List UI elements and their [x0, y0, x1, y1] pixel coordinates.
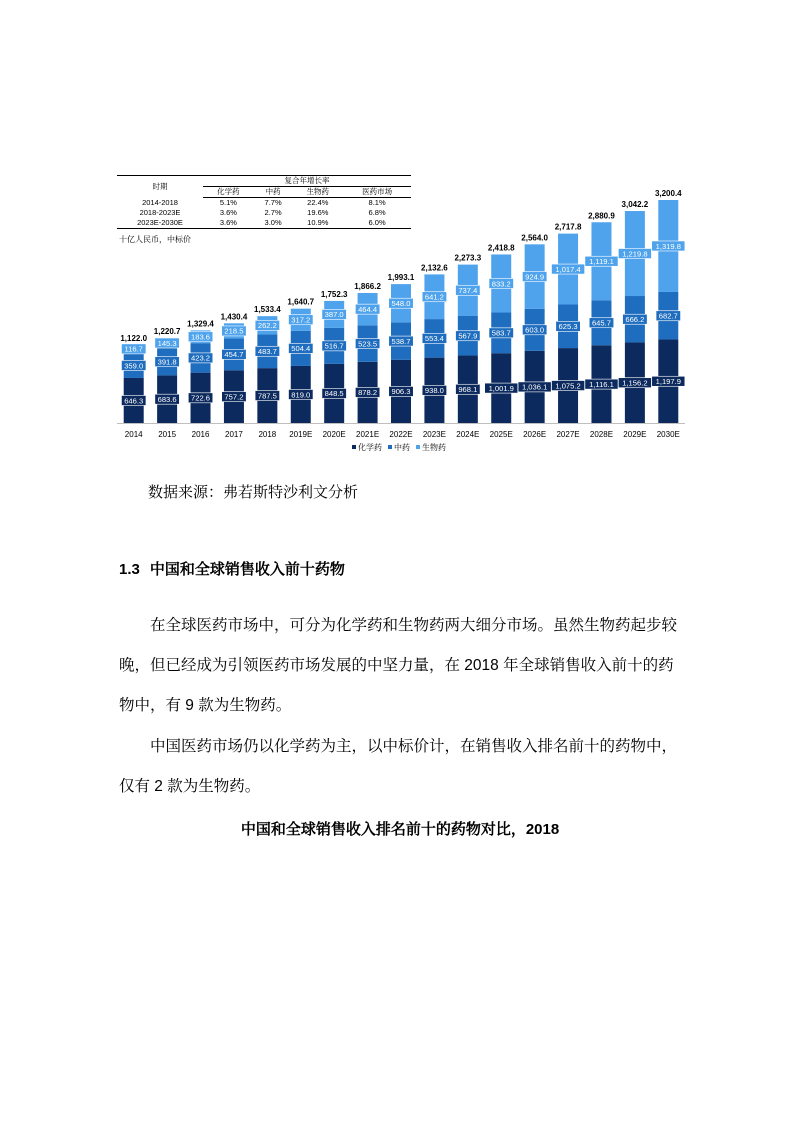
total-label: 3,200.4	[654, 189, 682, 198]
data-label: 848.5	[324, 389, 344, 399]
legend-swatch	[416, 445, 420, 449]
data-label: 454.7	[224, 350, 244, 360]
data-label: 423.2	[191, 353, 211, 363]
data-label: 262.2	[257, 321, 277, 331]
data-label: 645.7	[591, 318, 611, 328]
row-period: 2023E-2030E	[117, 218, 203, 229]
cell: 19.6%	[307, 208, 329, 217]
data-label: 359.0	[124, 361, 144, 371]
data-label: 1,017.4	[555, 264, 581, 274]
data-label: 1,119.1	[589, 257, 614, 267]
stacked-bar-chart	[110, 180, 690, 465]
data-label: 819.0	[291, 390, 311, 400]
data-label: 504.4	[291, 344, 311, 354]
total-label: 1,993.1	[387, 273, 415, 283]
col-header: 中药	[254, 187, 293, 198]
data-label: 757.2	[224, 392, 244, 402]
col-header: 生物药	[292, 187, 343, 198]
data-label: 391.8	[157, 357, 177, 367]
cell: 3.0%	[254, 218, 293, 229]
data-label: 317.2	[291, 315, 311, 325]
row-period: 2014-2018	[142, 197, 178, 207]
data-label: 1,001.9	[488, 383, 514, 393]
col-header: 医药市场	[343, 187, 411, 198]
cell: 10.9%	[292, 218, 343, 229]
data-label: 603.0	[525, 325, 545, 335]
section-number: 1.3	[119, 561, 140, 578]
x-tick-label: 2026E	[523, 430, 547, 439]
total-label: 2,273.3	[454, 253, 482, 263]
total-label: 1,329.4	[187, 319, 214, 329]
cell: 6.8%	[368, 208, 386, 217]
paragraph	[119, 727, 684, 807]
period-header: 时期	[117, 176, 203, 198]
x-tick-label: 2022E	[389, 430, 413, 439]
data-label: 1,197.9	[655, 377, 681, 387]
legend-label: 中药	[394, 443, 410, 452]
data-label: 183.6	[191, 332, 211, 342]
total-label: 1,122.0	[120, 333, 148, 343]
data-label: 1,116.1	[589, 379, 614, 389]
cell: 3.6%	[219, 208, 237, 217]
cell: 5.1%	[219, 198, 237, 207]
legend-swatch	[388, 445, 392, 449]
x-tick-label: 2018	[258, 430, 277, 439]
x-tick-label: 2019E	[289, 430, 313, 439]
data-label: 523.5	[358, 339, 378, 349]
data-label: 548.0	[391, 299, 411, 309]
cell: 3.6%	[203, 218, 254, 229]
data-label: 682.7	[658, 311, 678, 321]
data-label: 116.7	[124, 344, 143, 354]
cagr-group-header: 复合年增长率	[203, 176, 411, 187]
paragraph-text: 在全球医药市场中，可分为化学药和生物药两大细分市场。虽然生物药起步较晚，但已经成为引领医药市场发展的中坚力量，在 2018 年全球销售收入前十的药物中，有 9 款为生物药。	[119, 617, 678, 714]
data-label: 553.4	[424, 334, 444, 344]
data-label: 625.3	[558, 322, 578, 332]
total-label: 1,220.7	[153, 326, 181, 336]
data-label: 1,036.1	[521, 382, 548, 392]
cell: 7.7%	[264, 198, 282, 207]
cell: 22.4%	[307, 198, 329, 207]
cell: 2.7%	[264, 208, 282, 217]
x-tick-label: 2030E	[656, 430, 680, 439]
data-label: 1,075.2	[555, 381, 581, 391]
data-label: 666.2	[625, 315, 645, 325]
data-label: 938.0	[424, 386, 444, 396]
col-header: 化学药	[203, 187, 254, 198]
data-label: 787.5	[257, 391, 277, 401]
x-tick-label: 2021E	[356, 430, 380, 439]
total-label: 1,752.3	[320, 289, 348, 299]
x-tick-label: 2016	[191, 430, 210, 439]
data-label: 641.2	[424, 292, 444, 302]
legend-label: 化学药	[358, 443, 382, 452]
x-tick-label: 2024E	[456, 430, 480, 439]
legend-label: 生物药	[422, 443, 446, 452]
row-period: 2018-2023E	[139, 208, 181, 217]
total-label: 1,866.2	[354, 281, 381, 291]
data-label: 464.4	[358, 304, 378, 314]
data-label: 833.2	[491, 279, 511, 289]
data-label: 218.5	[224, 326, 244, 336]
unit-label: 十亿人民币，中标价	[119, 235, 191, 244]
total-label: 2,132.6	[421, 263, 448, 273]
cell: 6.0%	[343, 218, 411, 229]
x-tick-label: 2029E	[623, 430, 647, 439]
section-title: 中国和全球销售收入前十药物	[149, 561, 345, 578]
cell: 8.1%	[368, 198, 386, 207]
legend-swatch	[352, 445, 356, 449]
x-tick-label: 2025E	[489, 430, 513, 439]
total-label: 2,717.8	[554, 222, 582, 232]
data-label: 583.7	[491, 328, 511, 338]
total-label: 2,564.0	[521, 233, 548, 243]
total-label: 3,042.2	[621, 200, 649, 210]
data-label: 1,319.8	[655, 241, 681, 251]
x-tick-label: 2017	[225, 430, 243, 439]
data-label: 683.6	[157, 394, 177, 404]
total-label: 2,418.8	[487, 243, 515, 253]
x-tick-label: 2020E	[322, 430, 346, 439]
x-tick-label: 2015	[158, 430, 177, 439]
data-label: 145.3	[157, 338, 177, 348]
data-label: 387.0	[324, 310, 344, 320]
data-label: 483.7	[257, 347, 277, 357]
source-note: 数据来源：弗若斯特沙利文分析	[148, 484, 359, 501]
data-label: 924.9	[525, 272, 545, 282]
data-label: 722.6	[191, 393, 211, 403]
data-label: 567.9	[458, 331, 478, 341]
paragraph	[119, 606, 684, 726]
data-label: 906.3	[391, 387, 411, 397]
data-label: 1,156.2	[622, 378, 648, 388]
data-label: 1,219.8	[622, 249, 648, 259]
data-label: 968.1	[458, 385, 478, 395]
total-label: 1,640.7	[287, 297, 315, 307]
figure-caption: 中国和全球销售收入排名前十的药物对比，2018	[240, 821, 560, 838]
data-label: 737.4	[458, 286, 478, 296]
data-label: 516.7	[324, 341, 344, 351]
total-label: 2,880.9	[588, 211, 615, 221]
x-tick-label: 2027E	[556, 430, 580, 439]
data-label: 538.7	[391, 336, 411, 346]
total-label: 1,533.4	[254, 305, 281, 315]
data-label: 878.2	[358, 388, 378, 398]
x-tick-label: 2023E	[422, 430, 446, 439]
data-label: 646.3	[124, 396, 144, 406]
paragraph-text: 中国医药市场仍以化学药为主，以中标价计，在销售收入排名前十的药物中，仅有 2 款为生物药。	[119, 738, 678, 795]
x-tick-label: 2028E	[589, 430, 614, 439]
x-tick-label: 2014	[124, 430, 143, 439]
total-label: 1,430.4	[220, 312, 248, 322]
section-heading	[119, 558, 345, 579]
